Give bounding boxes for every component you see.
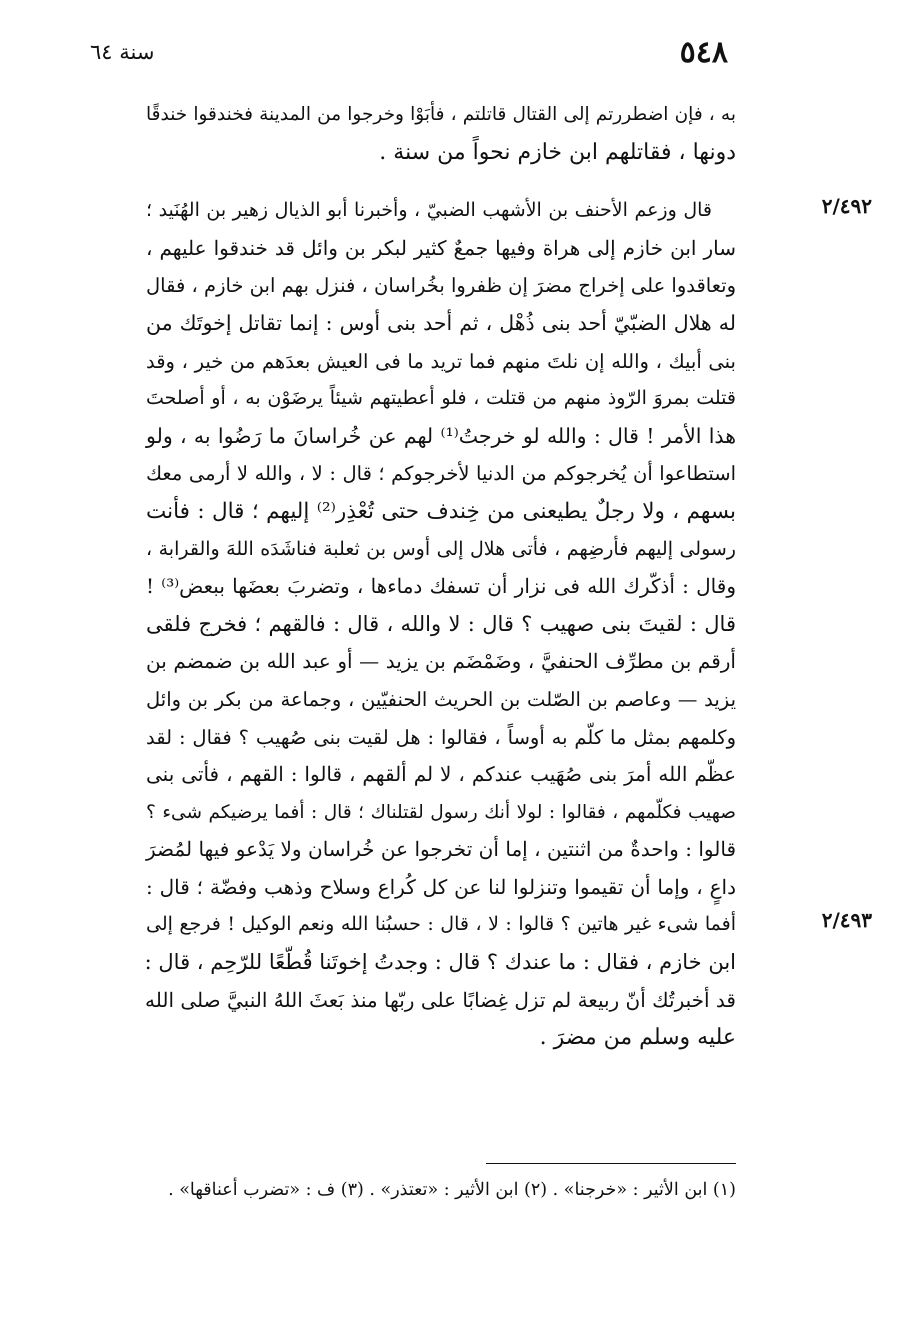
text-line: عليه وسلم من مضرَ . [539,1025,736,1051]
text-line: قال : لقيتَ بنى صهيب ؟ قال : لا والله ، قال : فالقهم ؛ فخرج فلقى [146,611,736,636]
text-line: داعٍ ، وإما أن تقيموا وتنزلوا لنا عن كل كُراع وسلاح وذهب وفضّة ؛ قال : [146,874,736,899]
text-line: وقال : أذكّرك الله فى نزار أن تسفك دماءها ، وتضربَ بعضَها ببعض⁽³⁾ ! [146,574,736,599]
text-line: قتلت بمروَ الرّوذ منهم من قتلت ، فلو أعطيتهم شيئاً يرضَوْن به ، أو أصلحتَ [146,387,736,410]
text-line: رسولى إليهم فأرضِهم ، فأتى هلال إلى أوس بن ثعلبة فناشَدَه اللهَ والقرابة ، [146,537,736,560]
text-line: له هلال الضبّيّ أحد بنى ذُهْل ، ثم أحد بنى أوس : إنما تقاتل إخوتَك من [146,310,736,335]
text-line: استطاعوا أن يُخرجوكم من الدنيا لأخرجوكم ؛ قال : لا ، والله لا أرمى معك [146,462,736,486]
page-number: ٥٤٨ [679,34,728,70]
text-line: هذا الأمر ! قال : والله لو خرجتُ⁽¹⁾ لهم عن خُراسانَ ما رَضُوا به ، ولو [146,423,736,448]
text-line: سار ابن خازم إلى هراة وفيها جمعٌ كثير لبكر بن وائل قد خندقوا عليهم ، [146,235,736,260]
text-line: أفما شىء غير هاتين ؟ قالوا : لا ، قال : حسبُنا الله ونعم الوكيل ! فرجع إلى [146,913,736,936]
main-text [146,96,736,1057]
margin-reference: ٢/٤٩٢ [821,194,872,218]
paragraph [146,192,736,1057]
running-head-year: سنة ٦٤ [90,40,155,64]
footnote-divider [486,1163,736,1164]
text-line: قال وزعم الأحنف بن الأشهب الضبيّ ، وأخبرنا أبو الذيال زهير بن الهُنَيد ؛ [146,199,712,222]
text-line: ابن خازم ، فقال : ما عندك ؟ قال : وجدتُ إخوتَنا قُطّعًا للرّحِم ، قال : [144,950,736,975]
text-line: قالوا : واحدةٌ من اثنتين ، إما أن تخرجوا عن خُراسان ولا يَدْعو فيها لمُضرَ [146,837,736,862]
text-line: أرقم بن مطرِّف الحنفيَّ ، وضَمْضَم بن يزيد — أو عبد الله بن ضمضم بن [146,649,736,674]
paragraph [146,96,736,171]
text-line: به ، فإن اضطررتم إلى القتال قاتلتم ، فأبَوْا وخرجوا من المدينة فخندقوا خندقًا [146,104,736,125]
text-line: يزيد — وعاصم بن الصّلت بن الحريث الحنفيّين ، وجماعة من بكر بن وائل [146,687,736,711]
text-line: قد أخبرتُك أنّ ربيعة لم تزل غِضابًا على ربّها منذ بَعثَ اللهُ النبيَّ صلى الله [145,987,736,1012]
text-line: دونها ، فقاتلهم ابن خازم نحواً من سنة . [379,139,736,165]
footnotes: (١) ابن الأثير : «خرجنا» . (٢) ابن الأثير : «تعتذر» . (٣) ف : «تضرب أعناقها» . [168,1180,736,1200]
text-line: وتعاقدوا على إخراج مضرَ إن ظفروا بخُراسان ، فنزل بهم ابن خازم ، فقال [146,274,736,298]
page-header [90,32,728,72]
margin-reference: ٢/٤٩٣ [821,908,872,932]
text-line: صهيب فكلّمهم ، فقالوا : لولا أنك رسول لقتلناك ؛ قال : أفما يرضيكم شىء ؟ [146,801,736,823]
text-line: بنى أبيك ، والله إن نلتَ منهم فما تريد ما فى العيش بعدَهم من خير ، وقد [146,349,736,373]
text-line: وكلمهم بمثل ما كلّم به أوساً ، فقالوا : هل لقيت بنى صُهيب ؟ فقال : لقد [146,725,736,749]
text-line: عظّم الله أمرَ بنى صُهَيب عندكم ، لا لم ألقهم ، قالوا : القهم ، فأتى بنى [146,762,736,787]
text-line: بسهم ، ولا رجلٌ يطيعنى من خِندف حتى تُعْذِر⁽²⁾ إليهم ؛ قال : فأنت [146,498,736,524]
